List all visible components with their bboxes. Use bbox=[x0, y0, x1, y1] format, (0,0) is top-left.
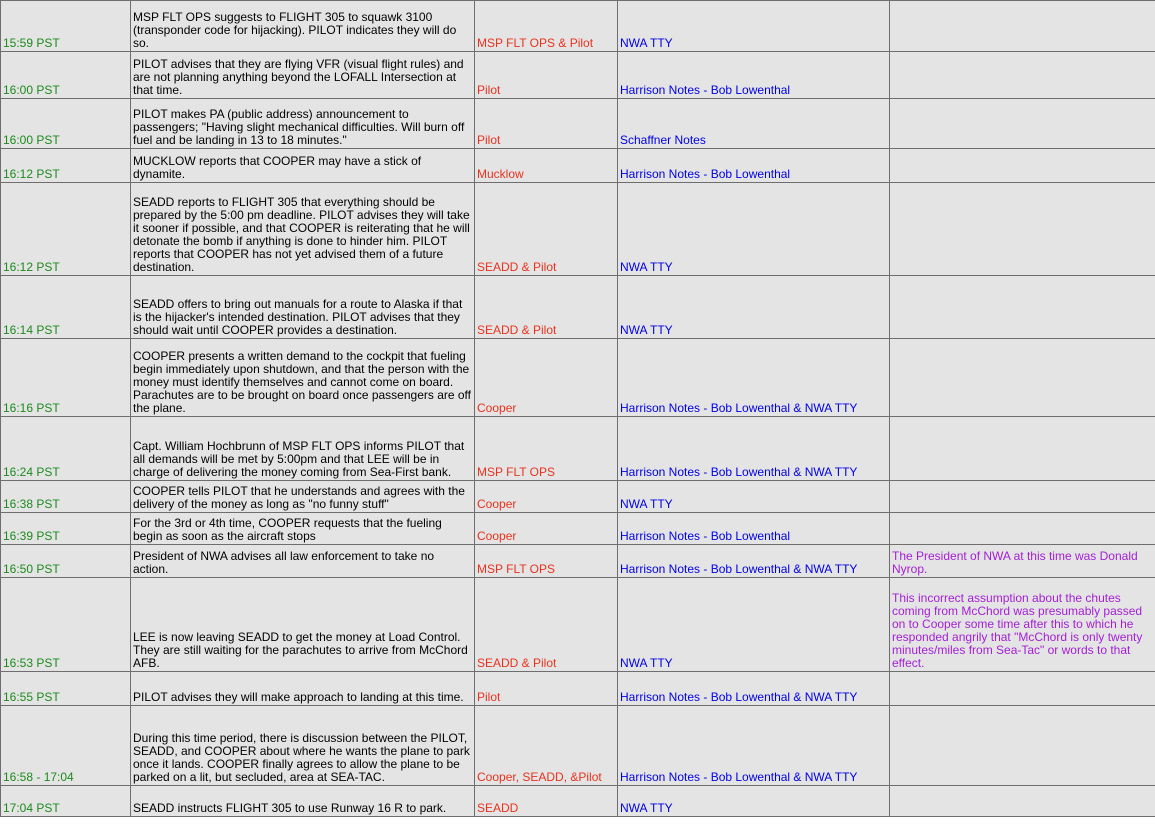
time-cell: 16:38 PST bbox=[1, 481, 131, 513]
event-cell: For the 3rd or 4th time, COOPER requests that the fueling begin as soon as the aircraft stops bbox=[131, 513, 475, 545]
table-row bbox=[1, 672, 1155, 706]
event-cell: Capt. William Hochbrunn of MSP FLT OPS informs PILOT that all demands will be met by 5:00pm and that LEE will be in charge of delivering the money coming from Sea-First bank. bbox=[131, 417, 475, 481]
source-cell: MSP FLT OPS bbox=[475, 545, 618, 578]
time-cell: 16:39 PST bbox=[1, 513, 131, 545]
table-row bbox=[1, 276, 1155, 339]
source-cell: Mucklow bbox=[475, 149, 618, 183]
reference-cell: NWA TTY bbox=[618, 481, 890, 513]
table-row bbox=[1, 786, 1155, 817]
time-cell: 16:12 PST bbox=[1, 149, 131, 183]
event-cell: MSP FLT OPS suggests to FLIGHT 305 to squawk 3100 (transponder code for hijacking). PILOT indicates they will do so. bbox=[131, 1, 475, 52]
time-cell: 16:12 PST bbox=[1, 183, 131, 276]
note-cell bbox=[890, 183, 1155, 276]
note-cell bbox=[890, 1, 1155, 52]
time-cell: 16:53 PST bbox=[1, 578, 131, 672]
note-cell bbox=[890, 276, 1155, 339]
event-cell: President of NWA advises all law enforcement to take no action. bbox=[131, 545, 475, 578]
reference-cell: Schaffner Notes bbox=[618, 99, 890, 149]
source-cell: Pilot bbox=[475, 52, 618, 99]
time-cell: 16:00 PST bbox=[1, 52, 131, 99]
time-cell: 16:16 PST bbox=[1, 339, 131, 417]
source-cell: Cooper bbox=[475, 513, 618, 545]
reference-cell: NWA TTY bbox=[618, 183, 890, 276]
source-cell: Pilot bbox=[475, 99, 618, 149]
source-cell: MSP FLT OPS & Pilot bbox=[475, 1, 618, 52]
source-cell: SEADD & Pilot bbox=[475, 578, 618, 672]
source-cell: SEADD bbox=[475, 786, 618, 817]
time-cell: 16:14 PST bbox=[1, 276, 131, 339]
table-row bbox=[1, 52, 1155, 99]
table-row bbox=[1, 183, 1155, 276]
table-row bbox=[1, 417, 1155, 481]
time-cell: 16:50 PST bbox=[1, 545, 131, 578]
table-row bbox=[1, 481, 1155, 513]
event-cell: SEADD reports to FLIGHT 305 that everything should be prepared by the 5:00 pm deadline. PILOT advises they will take it sooner if possible, and that COOPER is reiterating that he will detonate the bomb if anything is done to hinder him. PILOT reports that COOPER has not yet advised them of a future destination. bbox=[131, 183, 475, 276]
source-cell: SEADD & Pilot bbox=[475, 183, 618, 276]
event-cell: During this time period, there is discussion between the PILOT, SEADD, and COOPER about where he wants the plane to park once it lands. COOPER finally agrees to allow the plane to be parked on a lit, but secluded, area at SEA-TAC. bbox=[131, 706, 475, 786]
reference-cell: NWA TTY bbox=[618, 786, 890, 817]
reference-cell: Harrison Notes - Bob Lowenthal & NWA TTY bbox=[618, 545, 890, 578]
source-cell: Cooper bbox=[475, 481, 618, 513]
event-cell: COOPER presents a written demand to the cockpit that fueling begin immediately upon shutdown, and that the person with the money must identify themselves and cannot come on board. Parachutes are to be brought on board once passengers are off the plane. bbox=[131, 339, 475, 417]
time-cell: 16:58 - 17:04 bbox=[1, 706, 131, 786]
note-cell bbox=[890, 52, 1155, 99]
source-cell: MSP FLT OPS bbox=[475, 417, 618, 481]
event-cell: MUCKLOW reports that COOPER may have a stick of dynamite. bbox=[131, 149, 475, 183]
source-cell: Cooper, SEADD, &Pilot bbox=[475, 706, 618, 786]
table-row bbox=[1, 706, 1155, 786]
note-cell bbox=[890, 481, 1155, 513]
table-row bbox=[1, 545, 1155, 578]
source-cell: SEADD & Pilot bbox=[475, 276, 618, 339]
reference-cell: Harrison Notes - Bob Lowenthal bbox=[618, 52, 890, 99]
reference-cell: Harrison Notes - Bob Lowenthal & NWA TTY bbox=[618, 672, 890, 706]
note-cell: This incorrect assumption about the chutes coming from McChord was presumably passed on to Cooper some time after this to which he responded angrily that "McChord is only twenty minutes/miles from Sea-Tac" or words to that effect. bbox=[890, 578, 1155, 672]
time-cell: 15:59 PST bbox=[1, 1, 131, 52]
table-row bbox=[1, 149, 1155, 183]
event-cell: SEADD instructs FLIGHT 305 to use Runway 16 R to park. bbox=[131, 786, 475, 817]
time-cell: 16:55 PST bbox=[1, 672, 131, 706]
source-cell: Cooper bbox=[475, 339, 618, 417]
note-cell bbox=[890, 786, 1155, 817]
source-cell: Pilot bbox=[475, 672, 618, 706]
event-cell: SEADD offers to bring out manuals for a route to Alaska if that is the hijacker's intended destination. PILOT advises that they should wait until COOPER provides a destination. bbox=[131, 276, 475, 339]
event-cell: PILOT makes PA (public address) announcement to passengers; "Having slight mechanical difficulties. Will burn off fuel and be landing in 13 to 18 minutes." bbox=[131, 99, 475, 149]
event-cell: LEE is now leaving SEADD to get the money at Load Control. They are still waiting for the parachutes to arrive from McChord AFB. bbox=[131, 578, 475, 672]
reference-cell: Harrison Notes - Bob Lowenthal bbox=[618, 513, 890, 545]
reference-cell: Harrison Notes - Bob Lowenthal bbox=[618, 149, 890, 183]
reference-cell: NWA TTY bbox=[618, 1, 890, 52]
event-cell: PILOT advises that they are flying VFR (visual flight rules) and are not planning anything beyond the LOFALL Intersection at that time. bbox=[131, 52, 475, 99]
event-cell: COOPER tells PILOT that he understands and agrees with the delivery of the money as long as "no funny stuff" bbox=[131, 481, 475, 513]
reference-cell: Harrison Notes - Bob Lowenthal & NWA TTY bbox=[618, 706, 890, 786]
note-cell bbox=[890, 339, 1155, 417]
table-row bbox=[1, 578, 1155, 672]
time-cell: 16:24 PST bbox=[1, 417, 131, 481]
time-cell: 17:04 PST bbox=[1, 786, 131, 817]
reference-cell: NWA TTY bbox=[618, 578, 890, 672]
reference-cell: Harrison Notes - Bob Lowenthal & NWA TTY bbox=[618, 417, 890, 481]
reference-cell: Harrison Notes - Bob Lowenthal & NWA TTY bbox=[618, 339, 890, 417]
note-cell bbox=[890, 672, 1155, 706]
note-cell bbox=[890, 417, 1155, 481]
table-row bbox=[1, 339, 1155, 417]
reference-cell: NWA TTY bbox=[618, 276, 890, 339]
table-row bbox=[1, 99, 1155, 149]
note-cell bbox=[890, 513, 1155, 545]
table-row bbox=[1, 1, 1155, 52]
note-cell bbox=[890, 149, 1155, 183]
note-cell bbox=[890, 706, 1155, 786]
note-cell: The President of NWA at this time was Donald Nyrop. bbox=[890, 545, 1155, 578]
time-cell: 16:00 PST bbox=[1, 99, 131, 149]
event-cell: PILOT advises they will make approach to landing at this time. bbox=[131, 672, 475, 706]
note-cell bbox=[890, 99, 1155, 149]
table-row bbox=[1, 513, 1155, 545]
